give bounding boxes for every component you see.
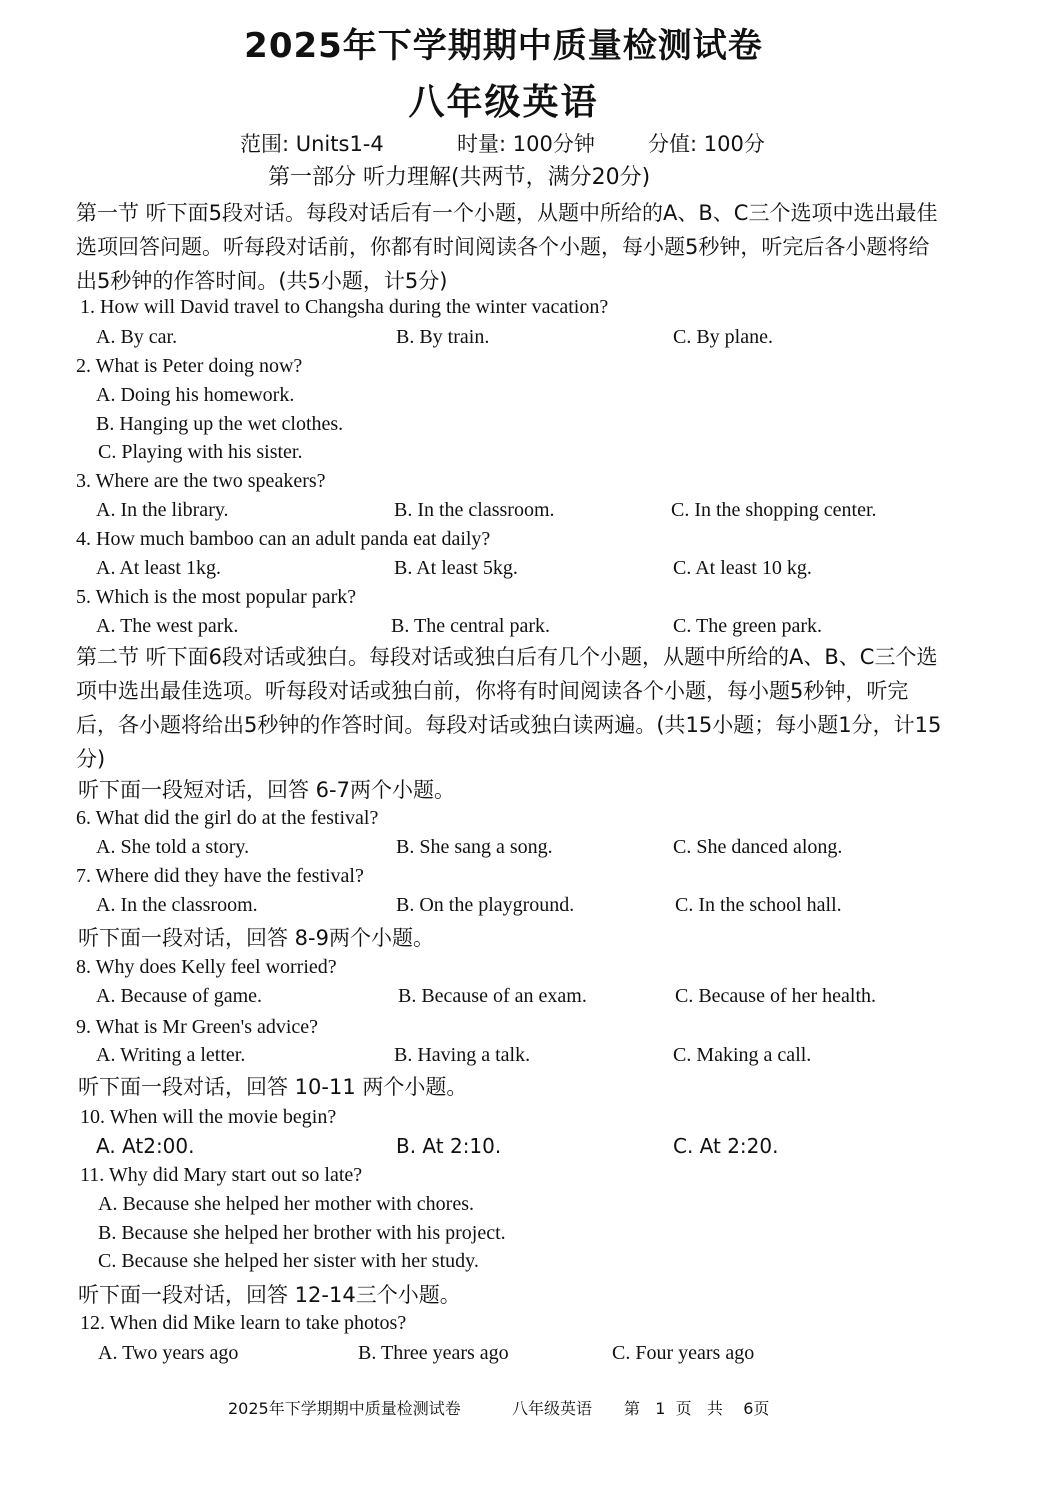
q10-option-c: C. At 2:20. — [673, 1134, 779, 1158]
q6-option-a: A. She told a story. — [96, 836, 250, 858]
question-5: 5. Which is the most popular park? — [76, 586, 357, 608]
q9-option-b: B. Having a talk. — [394, 1044, 531, 1066]
footer-subject: 八年级英语 — [512, 1399, 593, 1418]
footer-title: 2025年下学期期中质量检测试卷 — [228, 1399, 461, 1418]
q5-option-c: C. The green park. — [673, 615, 823, 637]
q11-option-a: A. Because she helped her mother with chores. — [98, 1193, 474, 1215]
footer-page-number: 第 1 页 共 6页 — [624, 1399, 770, 1418]
q8-option-b: B. Because of an exam. — [398, 985, 587, 1007]
q8-option-a: A. Because of game. — [96, 985, 263, 1007]
q7-option-c: C. In the school hall. — [675, 894, 842, 916]
q3-option-c: C. In the shopping center. — [671, 499, 877, 521]
listening-intro-10-11: 听下面一段对话，回答 10-11 两个小题。 — [78, 1075, 468, 1099]
q3-option-b: B. In the classroom. — [394, 499, 555, 521]
q12-option-b: B. Three years ago — [358, 1342, 509, 1364]
q3-option-a: A. In the library. — [96, 499, 229, 521]
q2-option-a: A. Doing his homework. — [96, 384, 295, 406]
section2-instructions: 第二节 听下面6段对话或独白。每段对话或独白后有几个小题，从题中所给的A、B、C三个选项中选出最佳选项。听每段对话或独白前，你将有时间阅读各个小题，每小题5秒钟，听完后，各小题将给出5秒钟的作答时间。每段对话或独白读两遍。(共15小题；每小题1分，计15分) — [76, 645, 942, 771]
q7-option-b: B. On the playground. — [396, 894, 575, 916]
question-7: 7. Where did they have the festival? — [76, 865, 364, 887]
exam-scope: 范围: Units1-4 — [240, 132, 384, 156]
q12-option-c: C. Four years ago — [612, 1342, 755, 1364]
question-8: 8. Why does Kelly feel worried? — [76, 956, 337, 978]
listening-intro-8-9: 听下面一段对话，回答 8-9两个小题。 — [78, 926, 434, 950]
exam-subtitle: 八年级英语 — [408, 82, 599, 123]
q1-option-a: A. By car. — [96, 326, 178, 348]
q5-option-a: A. The west park. — [96, 615, 239, 637]
question-9: 9. What is Mr Green's advice? — [76, 1016, 319, 1038]
q5-option-b: B. The central park. — [391, 615, 551, 637]
q2-option-c: C. Playing with his sister. — [98, 441, 303, 463]
q1-option-b: B. By train. — [396, 326, 490, 348]
q11-option-b: B. Because she helped her brother with his project. — [98, 1222, 506, 1244]
q6-option-b: B. She sang a song. — [396, 836, 553, 858]
exam-score: 分值: 100分 — [648, 132, 765, 156]
question-1: 1. How will David travel to Changsha during the winter vacation? — [80, 296, 609, 318]
q10-option-a: A. At2:00. — [96, 1134, 195, 1158]
question-11: 11. Why did Mary start out so late? — [80, 1164, 363, 1186]
q4-option-a: A. At least 1kg. — [96, 557, 221, 579]
question-4: 4. How much bamboo can an adult panda eat daily? — [76, 528, 491, 550]
q1-option-c: C. By plane. — [673, 326, 773, 348]
q9-option-c: C. Making a call. — [673, 1044, 812, 1066]
question-10: 10. When will the movie begin? — [80, 1106, 337, 1128]
exam-title: 2025年下学期期中质量检测试卷 — [244, 26, 763, 66]
question-12: 12. When did Mike learn to take photos? — [80, 1312, 407, 1334]
q2-option-b: B. Hanging up the wet clothes. — [96, 413, 344, 435]
q11-option-c: C. Because she helped her sister with her study. — [98, 1250, 479, 1272]
q4-option-c: C. At least 10 kg. — [673, 557, 812, 579]
q12-option-a: A. Two years ago — [98, 1342, 239, 1364]
q10-option-b: B. At 2:10. — [396, 1134, 502, 1158]
question-6: 6. What did the girl do at the festival? — [76, 807, 379, 829]
part1-heading: 第一部分 听力理解(共两节，满分20分) — [268, 165, 651, 190]
listening-intro-12-14: 听下面一段对话，回答 12-14三个小题。 — [78, 1283, 461, 1307]
listening-intro-6-7: 听下面一段短对话，回答 6-7两个小题。 — [78, 778, 455, 802]
q7-option-a: A. In the classroom. — [96, 894, 258, 916]
section1-instructions: 第一节 听下面5段对话。每段对话后有一个小题，从题中所给的A、B、C三个选项中选出最佳选项回答问题。听每段对话前，你都有时间阅读各个小题，每小题5秒钟，听完后各小题将给出5秒钟的作答时间。(共5小题，计5分) — [76, 201, 938, 293]
q4-option-b: B. At least 5kg. — [394, 557, 518, 579]
q8-option-c: C. Because of her health. — [675, 985, 877, 1007]
q6-option-c: C. She danced along. — [673, 836, 843, 858]
q9-option-a: A. Writing a letter. — [96, 1044, 246, 1066]
question-2: 2. What is Peter doing now? — [76, 355, 303, 377]
exam-time: 时量: 100分钟 — [457, 132, 595, 156]
question-3: 3. Where are the two speakers? — [76, 470, 326, 492]
